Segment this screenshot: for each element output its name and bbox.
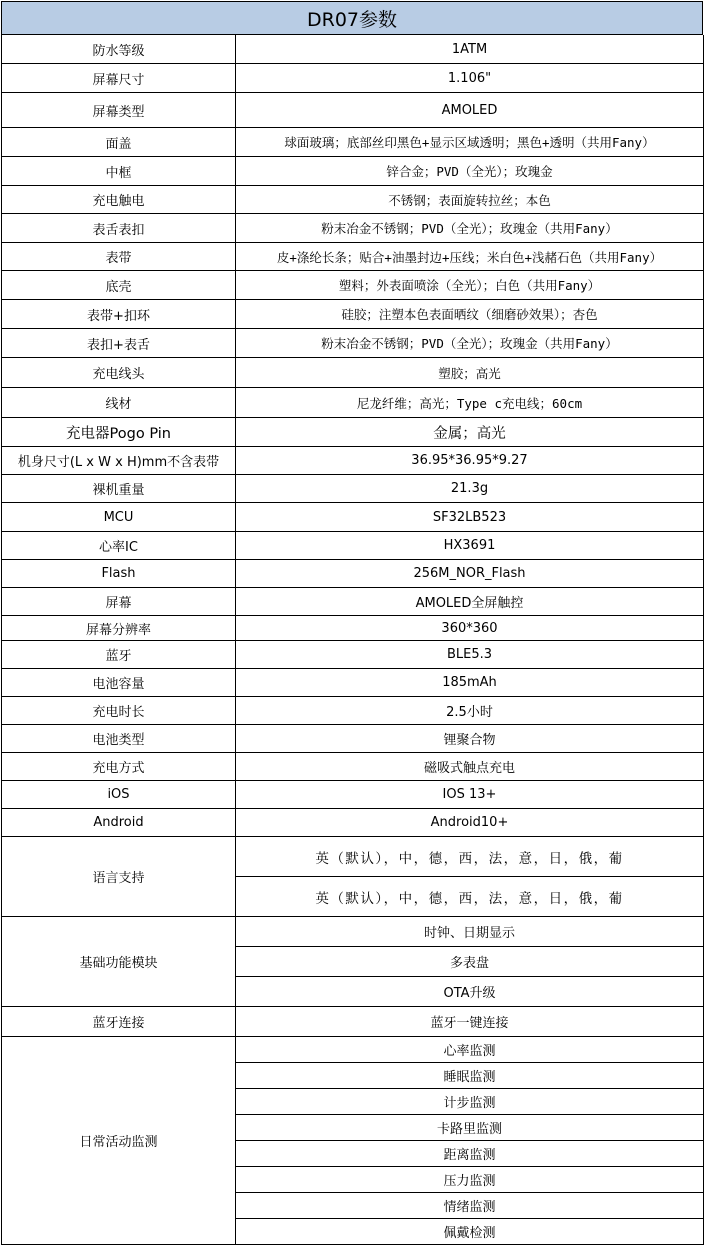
daily-activity-monitoring-item: 压力监测 <box>236 1167 704 1193</box>
spec-value: 磁吸式触点充电 <box>236 753 704 781</box>
spec-value: 360*360 <box>236 616 704 641</box>
spec-value: 锌合金；PVD（全光）；玫瑰金 <box>236 157 704 186</box>
spec-label: 表舌表扣 <box>1 214 236 243</box>
spec-label: Flash <box>1 560 236 588</box>
basic-functions-item: OTA升级 <box>236 977 704 1007</box>
spec-label: 防水等级 <box>1 35 236 64</box>
spec-value: BLE5.3 <box>236 641 704 669</box>
spec-label: 表扣+表舌 <box>1 329 236 358</box>
spec-value: AMOLED <box>236 93 704 128</box>
spec-value: 硅胶；注塑本色表面晒纹（细磨砂效果）；杏色 <box>236 300 704 329</box>
spec-value: Android10+ <box>236 809 704 837</box>
daily-activity-monitoring-item: 计步监测 <box>236 1089 704 1115</box>
basic-functions-item: 时钟、日期显示 <box>236 917 704 947</box>
daily-activity-monitoring-item: 心率监测 <box>236 1037 704 1063</box>
language-support-item: 英（默认），中，德，西，法，意，日，俄，葡 <box>236 837 704 877</box>
daily-activity-monitoring-item: 佩戴检测 <box>236 1219 704 1245</box>
spec-label: 充电触电 <box>1 186 236 214</box>
spec-label: 中框 <box>1 157 236 186</box>
spec-label: iOS <box>1 781 236 809</box>
spec-label: 表带 <box>1 243 236 271</box>
bluetooth-connection-item: 蓝牙一键连接 <box>236 1007 704 1037</box>
spec-label: 充电时长 <box>1 697 236 725</box>
sheet-title: DR07参数 <box>1 1 703 35</box>
spec-value: 塑胶；高光 <box>236 358 704 388</box>
bluetooth-connection-label: 蓝牙连接 <box>1 1007 236 1037</box>
spec-label: 底壳 <box>1 271 236 300</box>
spec-label: 屏幕分辨率 <box>1 616 236 641</box>
spec-label: 充电方式 <box>1 753 236 781</box>
spec-label: 电池类型 <box>1 725 236 753</box>
spec-label: 充电器Pogo Pin <box>1 418 236 447</box>
spec-label: 裸机重量 <box>1 475 236 503</box>
spec-value: 球面玻璃；底部丝印黑色+显示区域透明；黑色+透明（共用Fany） <box>236 128 704 157</box>
spec-value: 皮+涤纶长条；贴合+油墨封边+压线；米白色+浅赭石色（共用Fany） <box>236 243 704 271</box>
spec-label: 屏幕 <box>1 588 236 616</box>
spec-value: AMOLED全屏触控 <box>236 588 704 616</box>
spec-value: 1ATM <box>236 35 704 64</box>
spec-label: 电池容量 <box>1 669 236 697</box>
spec-value: SF32LB523 <box>236 503 704 532</box>
spec-value: 粉末冶金不锈钢；PVD（全光）；玫瑰金（共用Fany） <box>236 214 704 243</box>
daily-activity-monitoring-label: 日常活动监测 <box>1 1037 236 1245</box>
spec-label: 心率IC <box>1 532 236 560</box>
spec-value: 不锈钢；表面旋转拉丝；本色 <box>236 186 704 214</box>
spec-value: IOS 13+ <box>236 781 704 809</box>
spec-value: 尼龙纤维；高光；Type c充电线；60cm <box>236 388 704 418</box>
spec-value: 21.3g <box>236 475 704 503</box>
spec-value: 锂聚合物 <box>236 725 704 753</box>
spec-label: 线材 <box>1 388 236 418</box>
spec-label: 屏幕尺寸 <box>1 64 236 93</box>
spec-label: 表带+扣环 <box>1 300 236 329</box>
daily-activity-monitoring-item: 距离监测 <box>236 1141 704 1167</box>
spec-value: 塑料；外表面喷涂（全光）；白色（共用Fany） <box>236 271 704 300</box>
spec-label: 屏幕类型 <box>1 93 236 128</box>
daily-activity-monitoring-item: 情绪监测 <box>236 1193 704 1219</box>
daily-activity-monitoring-item: 睡眠监测 <box>236 1063 704 1089</box>
spec-label: MCU <box>1 503 236 532</box>
spec-value: 金属；高光 <box>236 418 704 447</box>
spec-label: 蓝牙 <box>1 641 236 669</box>
language-support-item: 英（默认），中，德，西，法，意，日，俄，葡 <box>236 877 704 917</box>
basic-functions-item: 多表盘 <box>236 947 704 977</box>
basic-functions-label: 基础功能模块 <box>1 917 236 1007</box>
spec-value: 1.106" <box>236 64 704 93</box>
spec-value: 36.95*36.95*9.27 <box>236 447 704 475</box>
spec-label: 面盖 <box>1 128 236 157</box>
spec-label: 机身尺寸(L x W x H)mm不含表带 <box>1 447 236 475</box>
daily-activity-monitoring-item: 卡路里监测 <box>236 1115 704 1141</box>
spec-value: 粉末冶金不锈钢；PVD（全光）；玫瑰金（共用Fany） <box>236 329 704 358</box>
spec-value: HX3691 <box>236 532 704 560</box>
spec-value: 2.5小时 <box>236 697 704 725</box>
spec-label: Android <box>1 809 236 837</box>
spec-label: 充电线头 <box>1 358 236 388</box>
spec-value: 256M_NOR_Flash <box>236 560 704 588</box>
language-support-label: 语言支持 <box>1 837 236 917</box>
spec-value: 185mAh <box>236 669 704 697</box>
